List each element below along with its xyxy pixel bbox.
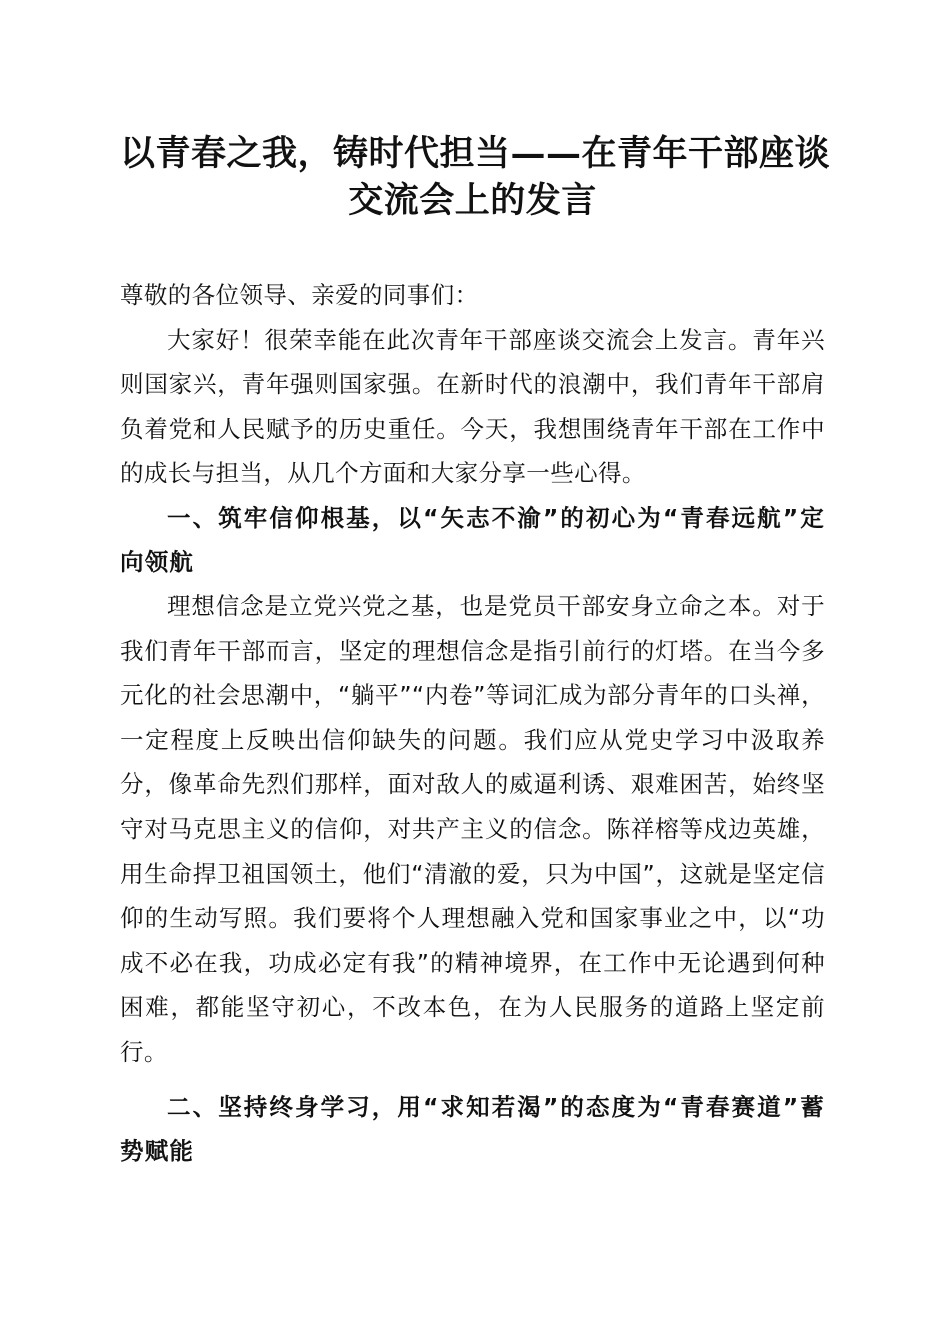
intro-paragraph: 大家好！很荣幸能在此次青年干部座谈交流会上发言。青年兴则国家兴，青年强则国家强。在新时代的浪潮中，我们青年干部肩负着党和人民赋予的历史重任。今天，我想围绕青年干部在工作中的成长与担当，从几个方面和大家分享一些心得。 [120, 325, 825, 488]
title-line-2: 交流会上的发言 [348, 180, 597, 221]
section-1-heading: 一、筑牢信仰根基，以“矢志不渝”的初心为“青春远航”定向领航 [120, 503, 825, 576]
document-page [120, 130, 831, 1173]
title-line-1: 以青春之我，铸时代担当——在青年干部座谈 [120, 133, 831, 174]
section-1-paragraph: 理想信念是立党兴党之基，也是党员干部安身立命之本。对于我们青年干部而言，坚定的理想信念是指引前行的灯塔。在当今多元化的社会思潮中，“躺平”“内卷”等词汇成为部分青年的口头禅，一定程度上反映出信仰缺失的问题。我们应从党史学习中汲取养分，像革命先烈们那样，面对敌人的威逼利诱、艰难困苦，始终坚守对马克思主义的信仰，对共产主义的信念。陈祥榕等戍边英雄，用生命捍卫祖国领土，他们“清澈的爱，只为中国”，这就是坚定信仰的生动写照。我们要将个人理想融入党和国家事业之中，以“功成不必在我，功成必定有我”的精神境界，在工作中无论遇到何种困难，都能坚守初心，不改本色，在为人民服务的道路上坚定前行。 [120, 591, 825, 1066]
document-title [120, 130, 831, 224]
document-body [120, 273, 825, 1173]
salutation: 尊敬的各位领导、亲爱的同事们： [120, 281, 479, 309]
section-2-heading: 二、坚持终身学习，用“求知若渴”的态度为“青春赛道”蓄势赋能 [120, 1092, 825, 1165]
